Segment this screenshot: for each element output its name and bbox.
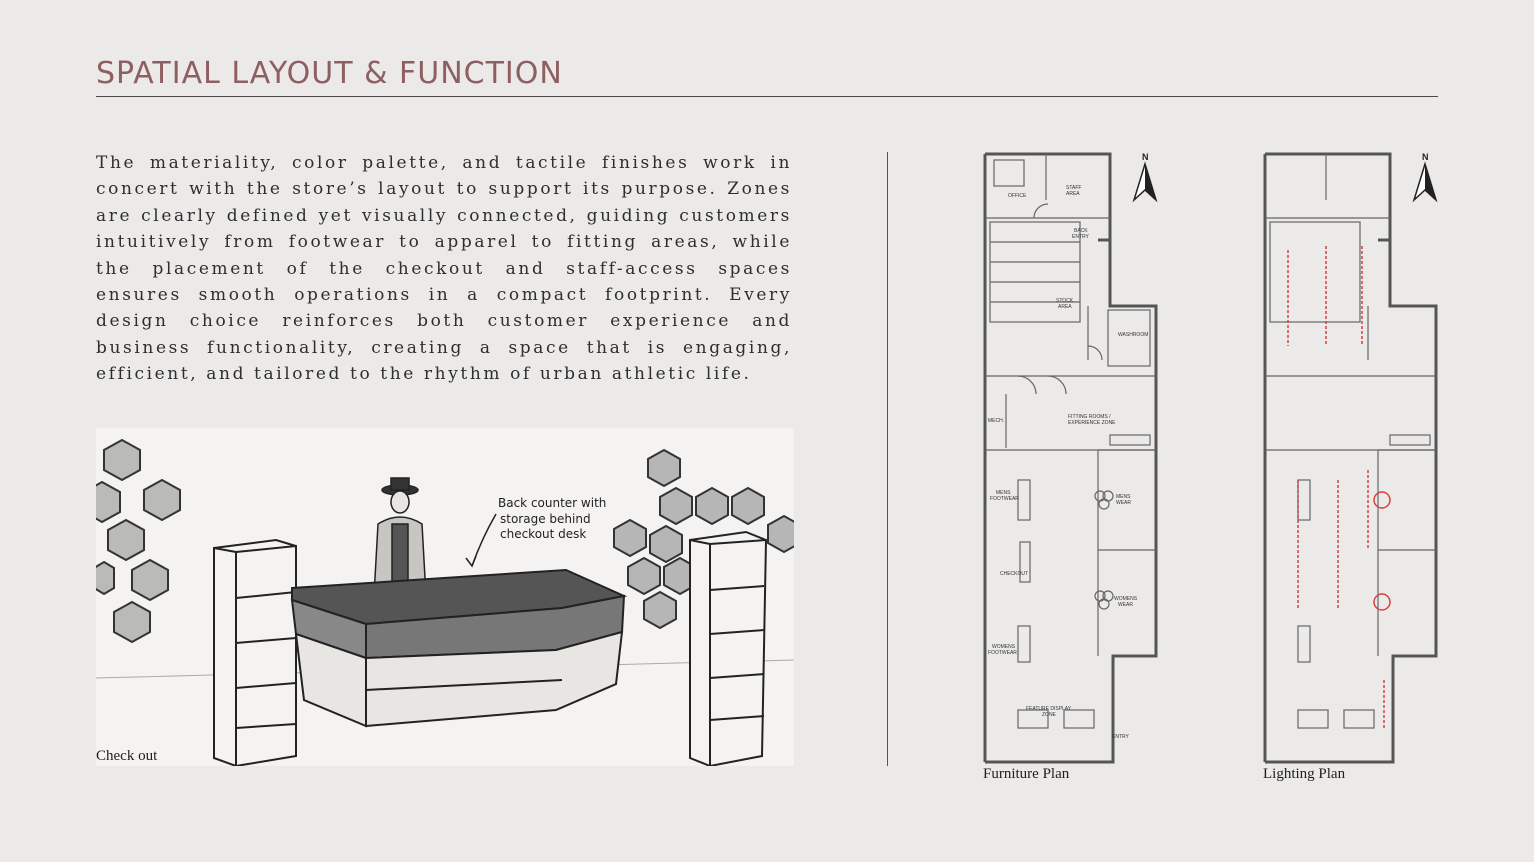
furniture-plan-drawing <box>978 150 1178 770</box>
svg-text:ZONE: ZONE <box>1042 712 1056 718</box>
shelf-right <box>690 532 766 766</box>
svg-text:ENTRY: ENTRY <box>1112 734 1129 740</box>
svg-text:FOOTWEAR: FOOTWEAR <box>988 650 1017 656</box>
annotation-line-3: checkout desk <box>500 527 587 541</box>
page-title: SPATIAL LAYOUT & FUNCTION <box>96 56 563 91</box>
svg-text:MECH.: MECH. <box>988 418 1005 424</box>
checkout-counter <box>292 570 624 726</box>
sketch-caption: Check out <box>96 748 158 764</box>
svg-text:WOMENS: WOMENS <box>992 644 1016 650</box>
annotation-line-1: Back counter with <box>498 496 607 510</box>
svg-text:FEATURE DISPLAY: FEATURE DISPLAY <box>1026 706 1072 712</box>
person-figure <box>374 478 426 596</box>
svg-text:STAFF: STAFF <box>1066 185 1082 191</box>
shelf-left <box>214 540 296 766</box>
svg-text:AREA: AREA <box>1058 304 1072 310</box>
vertical-divider <box>887 152 888 766</box>
north-arrow-icon <box>1414 152 1436 200</box>
description-paragraph: The materiality, color palette, and tactile finishes work in concert with the store’s layout to support its purpose. Zones are clearly defined yet visually connected, guiding customers intuitively from footwear to apparel to fitting areas, while the placement of the checkout and staff-access spaces ensures smooth operations in a compact footprint. Every design choice reinforces both customer experience and business functionality, creating a space that is engaging, efficient, and tailored to the rhythm of urban athletic life. <box>96 153 792 385</box>
pendant-lights <box>1374 492 1390 610</box>
svg-text:BACK: BACK <box>1074 228 1088 234</box>
title-divider <box>96 96 1438 97</box>
svg-text:MENS: MENS <box>1116 494 1131 500</box>
svg-text:AREA: AREA <box>1066 191 1080 197</box>
svg-text:ENTRY: ENTRY <box>1072 234 1089 240</box>
svg-text:WASHROOM: WASHROOM <box>1118 332 1149 338</box>
svg-text:FOOTWEAR: FOOTWEAR <box>990 496 1019 502</box>
svg-text:WEAR: WEAR <box>1118 602 1133 608</box>
lighting-plan-caption: Lighting Plan <box>1263 766 1346 782</box>
svg-text:OFFICE: OFFICE <box>1008 193 1027 199</box>
svg-text:EXPERIENCE ZONE: EXPERIENCE ZONE <box>1068 420 1116 426</box>
svg-text:WOMENS: WOMENS <box>1114 596 1138 602</box>
svg-text:FITTING ROOMS /: FITTING ROOMS / <box>1068 414 1111 420</box>
svg-text:N: N <box>1422 152 1429 162</box>
svg-text:STOCK: STOCK <box>1056 298 1074 304</box>
svg-text:MENS: MENS <box>996 490 1011 496</box>
lighting-track-lines <box>1288 246 1384 730</box>
checkout-sketch-image <box>96 428 794 766</box>
furniture-plan-caption: Furniture Plan <box>983 766 1070 782</box>
svg-text:N: N <box>1142 152 1149 162</box>
annotation-line-2: storage behind <box>500 512 591 526</box>
svg-text:CHECKOUT: CHECKOUT <box>1000 571 1029 577</box>
svg-text:WEAR: WEAR <box>1116 500 1131 506</box>
hexagon-wall-left <box>96 440 180 642</box>
north-arrow-icon <box>1134 152 1156 200</box>
lighting-plan-drawing <box>1258 150 1458 770</box>
